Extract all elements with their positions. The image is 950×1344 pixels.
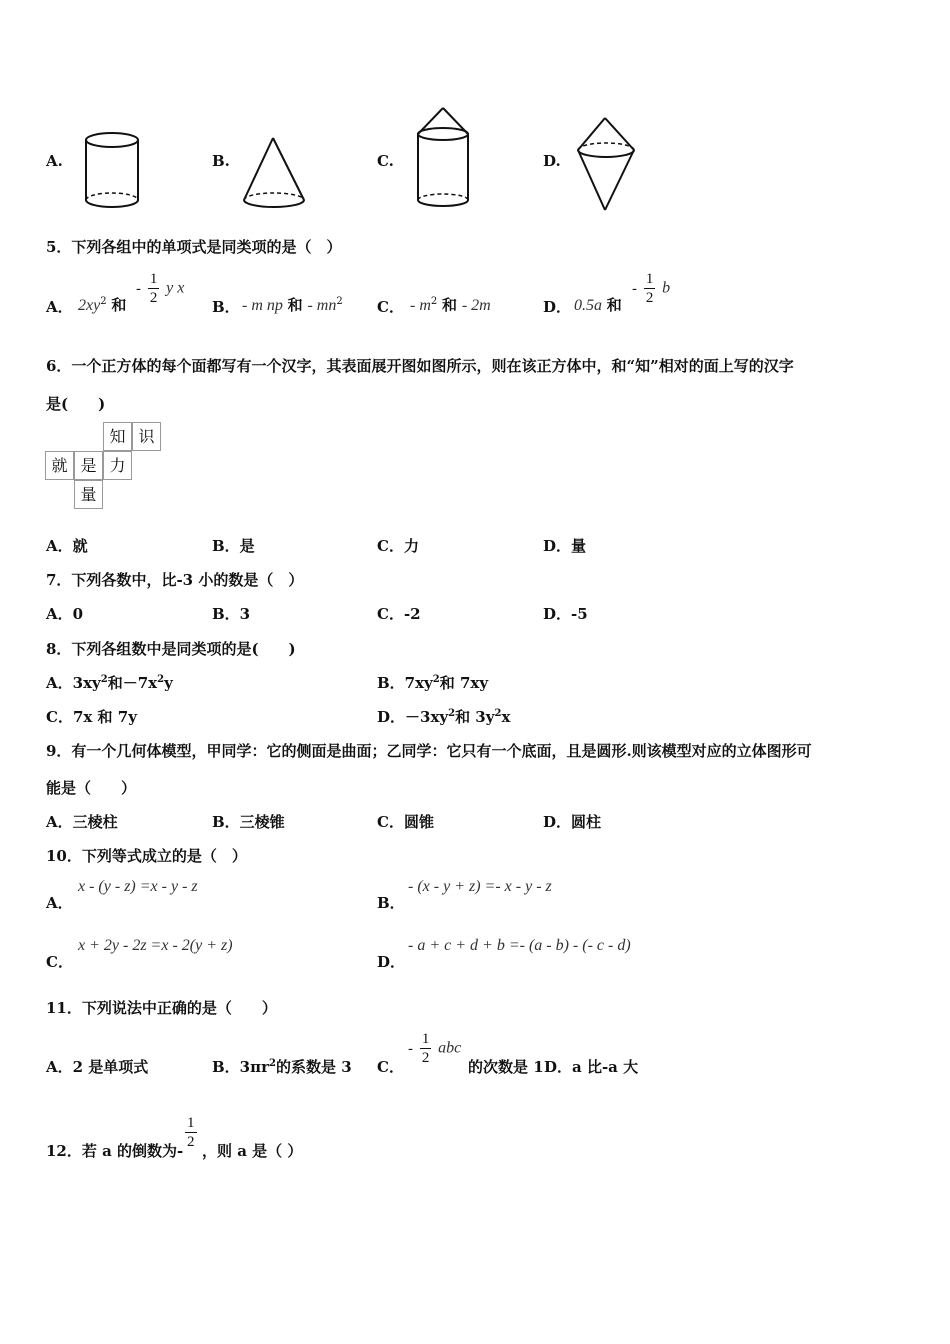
fraction-numerator: 1 — [187, 1115, 195, 1131]
q5-c-expr1: - m — [410, 297, 431, 314]
q5-option-b: - m np 和 - $mn^2$ — [242, 296, 343, 314]
q11-option-a: A．2 是单项式 — [46, 1058, 149, 1076]
q7-option-d: D．-5 — [543, 605, 588, 623]
q5-option-c: - $m^2$ 和 - 2m — [410, 296, 491, 314]
q11-b-part2: 的系数是 3 — [275, 1058, 352, 1076]
q8-option-d: D．$-3xy^2$和 $3y^2x$ — [377, 708, 511, 726]
q5-b-expr2: - mn — [307, 297, 337, 314]
q8-a-part1: A．3xy — [46, 674, 101, 692]
q5-stem: 5．下列各组中的单项式是同类项的是（ ） — [46, 238, 342, 256]
q4-option-c-label: C. — [377, 152, 394, 170]
q9-option-a: A．三棱柱 — [46, 813, 118, 831]
cylinder-figure — [80, 128, 150, 218]
q5-option-a-label: A． — [46, 298, 73, 316]
q10-option-c-expr: x + 2y - 2z =x - 2(y + z) — [78, 937, 233, 954]
q5-option-c-label: C． — [377, 298, 404, 316]
q9-option-b: B．三棱锥 — [212, 813, 285, 831]
net-cell: 力 — [103, 451, 132, 480]
q5-option-a: $2xy^2$ 和 — [78, 296, 127, 314]
q9-option-c: C．圆锥 — [377, 813, 434, 831]
q11-option-b: B．$3\pi r^2$的系数是 3 — [212, 1058, 352, 1076]
q5-option-d-label: D． — [543, 298, 572, 316]
q5-b-and: 和 — [287, 296, 303, 314]
q8-d-part2: 和 3y — [455, 708, 495, 726]
q5-d-tail: b — [662, 279, 671, 297]
q7-stem: 7．下列各数中，比-3 小的数是（ ） — [46, 571, 304, 589]
net-cell: 是 — [74, 451, 103, 480]
q6-option-a: A．就 — [46, 537, 88, 555]
q11-b-part1: B．3πr — [212, 1058, 269, 1076]
fraction-numerator: 1 — [149, 271, 158, 287]
q6-option-d: D．量 — [543, 537, 587, 555]
cube-net — [44, 422, 166, 514]
double-cone-figure — [570, 114, 645, 218]
q9-stem-line1: 9．有一个几何体模型，甲同学：它的侧面是曲面；乙同学：它只有一个底面，且是圆形.则该模型对应的立体图形可 — [46, 742, 812, 760]
q5-b-expr1: - m np — [242, 297, 283, 314]
q8-d-part1: D．－3xy — [377, 708, 449, 726]
q11-option-c — [408, 1030, 461, 1067]
q10-stem: 10．下列等式成立的是（ ） — [46, 847, 247, 865]
q8-b-part1: B．7xy — [377, 674, 433, 692]
q5-d-and: 和 — [606, 296, 622, 314]
minus-sign: - — [632, 279, 638, 298]
minus-sign: - — [136, 279, 142, 298]
q10-option-c-label: C． — [46, 953, 73, 971]
q7-option-b: B．3 — [212, 605, 251, 623]
fraction-numerator: 1 — [645, 271, 654, 287]
q6-option-c: C．力 — [377, 537, 419, 555]
q5-option-d — [574, 294, 622, 315]
cone-figure — [238, 130, 318, 215]
q10-option-b-expr: - (x - y + z) =- x - y - z — [408, 878, 552, 895]
q5-a-and: 和 — [111, 296, 127, 314]
q5-a-tail: y x — [166, 279, 185, 297]
q9-stem-line2: 能是（ ） — [46, 779, 137, 797]
q8-a-part2: 和－7x — [107, 674, 158, 692]
q10-option-d-label: D． — [377, 953, 406, 971]
q12-stem-pre: 12．若 a 的倒数为- — [46, 1142, 184, 1160]
q11-option-c-label: C． — [377, 1058, 404, 1076]
q7-option-a: A．0 — [46, 605, 84, 623]
q11-c-expr: abc — [438, 1039, 462, 1057]
q4-option-d-label: D. — [543, 152, 561, 170]
cylinder-cone-figure — [410, 104, 480, 216]
q5-option-d-fraction — [632, 270, 670, 307]
q8-option-c: C．7x 和 7y — [46, 708, 137, 726]
q11-option-c-tail: 的次数是 1 — [468, 1058, 544, 1076]
q8-d-part3: x — [501, 708, 511, 726]
q6-option-b: B．是 — [212, 537, 255, 555]
q4-option-b-label: B. — [212, 152, 230, 170]
fraction-numerator: 1 — [421, 1031, 430, 1047]
q10-option-a-label: A． — [46, 894, 73, 912]
fraction-denominator: 2 — [645, 290, 654, 306]
q6-stem-line2: 是( ) — [46, 395, 106, 413]
q10-option-b-label: B． — [377, 894, 405, 912]
net-cell: 知 — [103, 422, 132, 451]
q8-stem: 8．下列各组数中是同类项的是( ) — [46, 640, 296, 658]
fraction-denominator: 2 — [187, 1134, 195, 1150]
q7-option-c: C．-2 — [377, 605, 421, 623]
q8-a-part3: y — [164, 674, 173, 692]
q6-stem-line1: 6．一个正方体的每个面都写有一个汉字，其表面展开图如图所示，则在该正方体中，和“知”相对的面上写的汉字 — [46, 357, 794, 375]
q11-stem: 11．下列说法中正确的是（ ） — [46, 999, 277, 1017]
q5-a-expr1: 2xy — [78, 297, 101, 314]
q4-option-a-label: A. — [46, 152, 63, 170]
q5-option-b-label: B． — [212, 298, 240, 316]
fraction-denominator: 2 — [421, 1050, 430, 1066]
q5-c-and: 和 — [442, 296, 458, 314]
net-cell: 识 — [132, 422, 161, 451]
q9-option-d: D．圆柱 — [543, 813, 602, 831]
q5-d-expr1: 0.5a — [574, 297, 602, 314]
q5-option-a-fraction — [136, 270, 184, 307]
minus-sign: - — [408, 1039, 414, 1058]
q8-option-a: A．$3xy^2$和$-7x^2y$ — [46, 674, 173, 692]
fraction-denominator: 2 — [149, 290, 158, 306]
net-cell: 就 — [45, 451, 74, 480]
q10-option-d-expr: - a + c + d + b =- (a - b) - (- c - d) — [408, 937, 631, 954]
q12-fraction — [183, 1114, 199, 1151]
q11-option-d: D．a 比-a 大 — [544, 1058, 639, 1076]
q12-stem-post: ，则 a 是（ ） — [202, 1142, 303, 1160]
q5-c-expr2: - 2m — [461, 297, 491, 314]
q8-option-b: B．$7xy^2$和 7xy — [377, 674, 489, 692]
q8-b-part2: 和 7xy — [439, 674, 489, 692]
q10-option-a-expr: x - (y - z) =x - y - z — [78, 878, 198, 895]
net-cell: 量 — [74, 480, 103, 509]
